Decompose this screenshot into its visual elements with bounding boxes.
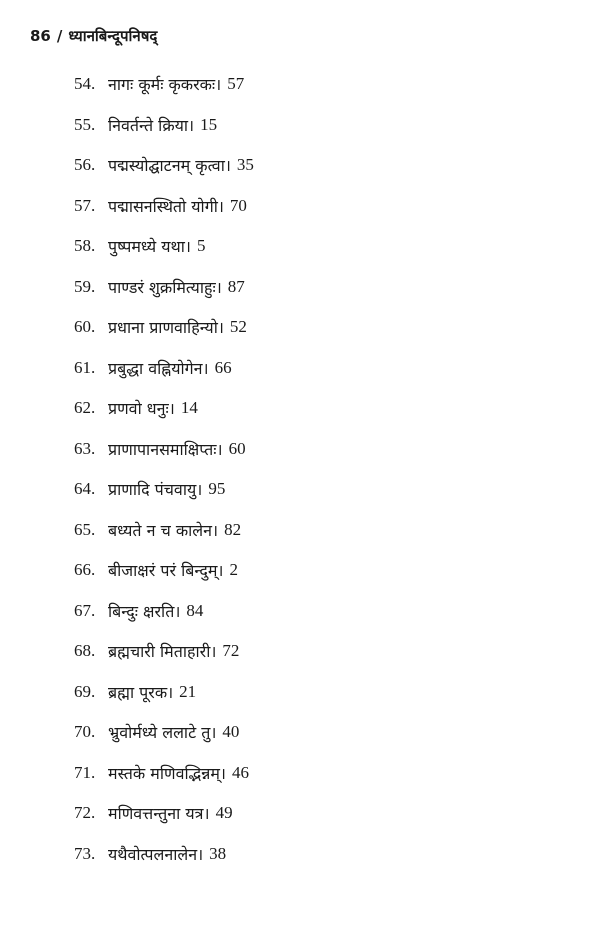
list-item [74,307,254,348]
list-item [74,267,254,308]
entry-page-reference: 66 [214,357,232,377]
list-item [74,591,254,632]
entry-text: ब्रह्मचारी मिताहारी। [108,642,217,662]
entry-page-reference: 46 [231,762,249,782]
list-item [74,226,254,267]
page-number: 86 [30,27,51,45]
entry-text: बध्यते न च कालेन। [108,520,219,540]
entry-number: 56. [74,155,96,175]
list-item [74,64,254,105]
entry-text: प्राणादि पंचवायु। [108,480,203,500]
entry-page-reference: 72 [222,641,240,661]
entry-page-reference: 38 [209,843,227,863]
entry-page-reference: 21 [179,681,197,701]
list-item [74,631,254,672]
entry-number: 66. [74,560,96,580]
entry-text: प्राणापानसमाक्षिप्तः। [108,439,223,459]
header-title: ध्यानबिन्दूपनिषद् [68,27,158,45]
entry-text: बिन्दुः क्षरति। [108,601,181,621]
entry-text: प्रबुद्धा वह्नियोगेन। [108,358,209,378]
entry-number: 59. [74,276,96,296]
list-item [74,550,254,591]
entry-number: 54. [74,74,96,94]
list-item [74,105,254,146]
list-item [74,510,254,551]
entry-number: 58. [74,236,96,256]
entry-number: 55. [74,114,96,134]
entry-page-reference: 52 [229,317,247,337]
entry-number: 61. [74,357,96,377]
entry-number: 65. [74,519,96,539]
entry-number: 72. [74,803,96,823]
entry-page-reference: 15 [200,114,218,134]
entry-number: 70. [74,722,96,742]
entry-page-reference: 87 [227,276,245,296]
entry-number: 69. [74,681,96,701]
entry-page-reference: 70 [229,195,247,215]
entry-page-reference: 14 [180,398,198,418]
entry-page-reference: 95 [208,479,226,499]
verse-index-list [74,64,254,874]
entry-text: यथैवोत्पलनालेन। [108,844,204,864]
entry-number: 64. [74,479,96,499]
entry-text: मणिवत्तन्तुना यत्र। [108,804,210,824]
entry-text: पाण्डरं शुक्रमित्याहुः। [108,277,222,297]
entry-text: पद्मासनस्थितो योगी। [108,196,224,216]
entry-page-reference: 5 [197,236,206,256]
entry-number: 63. [74,438,96,458]
entry-number: 60. [74,317,96,337]
list-item [74,834,254,875]
running-header [30,26,157,46]
list-item [74,712,254,753]
list-item [74,186,254,227]
list-item [74,348,254,389]
entry-text: भ्रुवोर्मध्ये ललाटे तु। [108,723,217,743]
entry-number: 67. [74,600,96,620]
entry-number: 62. [74,398,96,418]
header-separator: / [56,27,63,45]
entry-number: 73. [74,843,96,863]
list-item [74,753,254,794]
entry-page-reference: 57 [227,74,245,94]
entry-page-reference: 40 [222,722,240,742]
entry-text: पद्मस्योद्घाटनम् कृत्वा। [108,156,231,176]
list-item [74,145,254,186]
entry-text: पुष्पमध्ये यथा। [108,237,191,257]
list-item [74,793,254,834]
entry-page-reference: 2 [229,560,238,580]
entry-text: ब्रह्मा पूरक। [108,682,174,702]
list-item [74,388,254,429]
entry-page-reference: 82 [224,519,242,539]
entry-page-reference: 35 [236,155,254,175]
entry-text: बीजाक्षरं परं बिन्दुम्। [108,561,224,581]
entry-page-reference: 60 [228,438,246,458]
entry-number: 71. [74,762,96,782]
entry-text: प्रधाना प्राणवाहिन्यो। [108,318,224,338]
entry-text: मस्तके मणिवद्भिन्नम्। [108,763,226,783]
entry-text: प्रणवो धनुः। [108,399,175,419]
entry-page-reference: 84 [186,600,204,620]
entry-number: 68. [74,641,96,661]
entry-text: नागः कूर्मः कृकरकः। [108,75,222,95]
list-item [74,672,254,713]
list-item [74,469,254,510]
entry-page-reference: 49 [215,803,233,823]
entry-text: निवर्तन्ते क्रिया। [108,115,195,135]
list-item [74,429,254,470]
entry-number: 57. [74,195,96,215]
